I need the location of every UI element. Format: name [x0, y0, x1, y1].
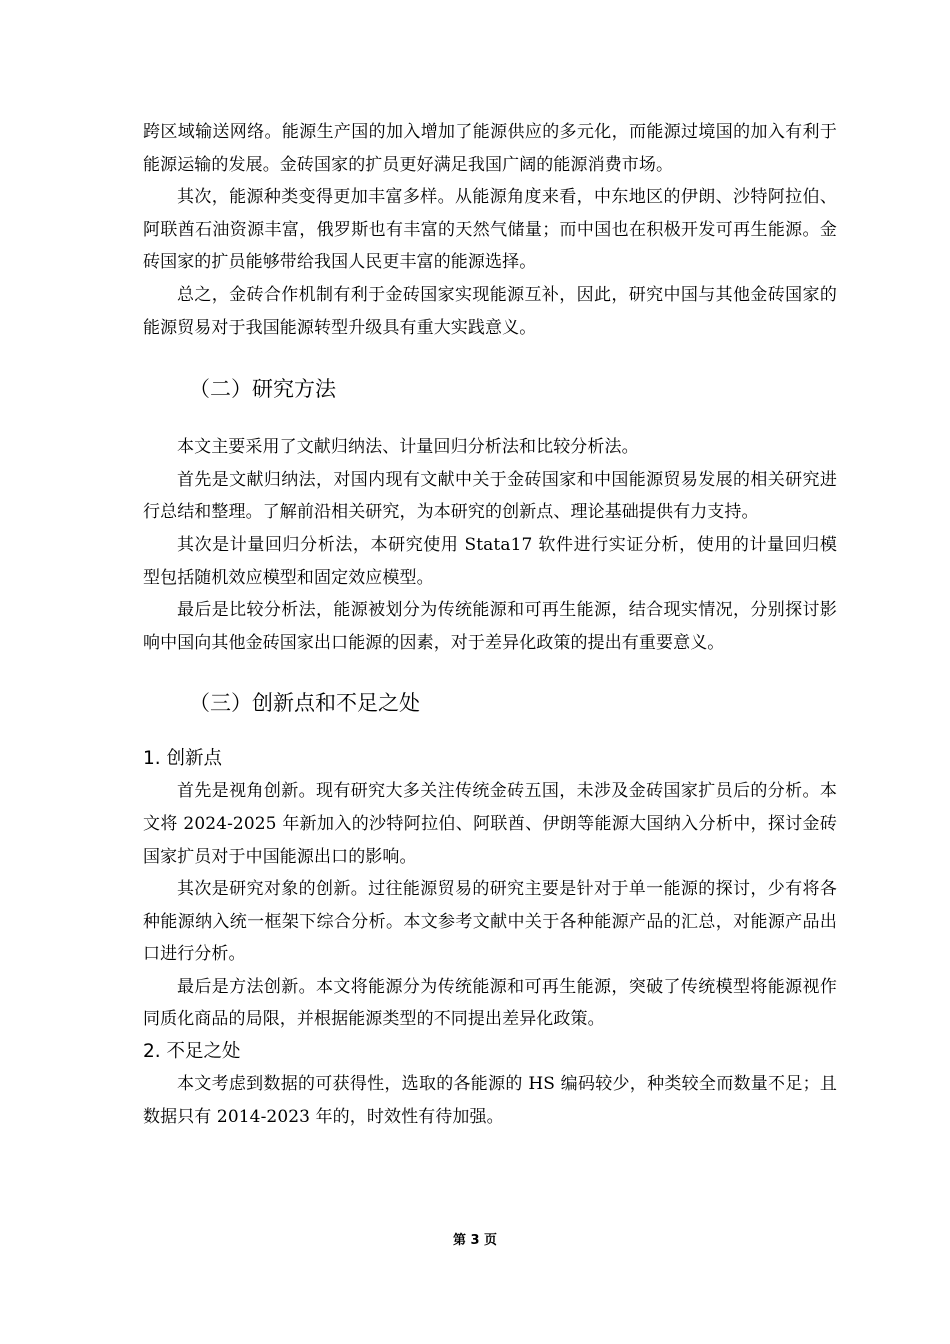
paragraph: 首先是文献归纳法，对国内现有文献中关于金砖国家和中国能源贸易发展的相关研究进行总结和整理。了解前沿相关研究，为本研究的创新点、理论基础提供有力支持。: [143, 469, 837, 523]
spacer: [143, 719, 837, 743]
paragraph: 本文考虑到数据的可获得性，选取的各能源的 HS 编码较少，种类较全而数量不足；且数据只有 2014-2023 年的，时效性有待加强。: [143, 1074, 837, 1127]
paragraph: 总之，金砖合作机制有利于金砖国家实现能源互补，因此，研究中国与其他金砖国家的能源贸易对于我国能源转型升级具有重大实践意义。: [143, 284, 837, 338]
section-heading-innovation: （三）创新点和不足之处: [189, 691, 420, 716]
subsection-heading-innovation-points: 1. 创新点: [143, 748, 223, 770]
spacer: [143, 344, 837, 373]
page-body: [143, 116, 837, 1133]
page-number: 第 3 页: [452, 1233, 498, 1248]
paragraph: 最后是比较分析法，能源被划分为传统能源和可再生能源，结合现实情况，分别探讨影响中国向其他金砖国家出口能源的因素，对于差异化政策的提出有重要意义。: [143, 600, 837, 653]
paragraph: 首先是视角创新。现有研究大多关注传统金砖五国，未涉及金砖国家扩员后的分析。本文将 2024-2025 年新加入的沙特阿拉伯、阿联酋、伊朗等能源大国纳入分析中，探讨金砖国家扩员对于中国能源出口的影响。: [143, 781, 837, 867]
section-heading-methods: （二）研究方法: [189, 377, 336, 402]
paragraph: 其次是计量回归分析法，本研究使用 Stata17 软件进行实证分析，使用的计量回归模型包括随机效应模型和固定效应模型。: [143, 534, 837, 588]
spacer: [143, 405, 837, 431]
paragraph: 其次是研究对象的创新。过往能源贸易的研究主要是针对于单一能源的探讨，少有将各种能源纳入统一框架下综合分析。本文参考文献中关于各种能源产品的汇总，对能源产品出口进行分析。: [143, 879, 837, 965]
paragraph: 最后是方法创新。本文将能源分为传统能源和可再生能源，突破了传统模型将能源视作同质化商品的局限，并根据能源类型的不同提出差异化政策。: [143, 976, 837, 1030]
paragraph: 其次，能源种类变得更加丰富多样。从能源角度来看，中东地区的伊朗、沙特阿拉伯、阿联酋石油资源丰富，俄罗斯也有丰富的天然气储量；而中国也在积极开发可再生能源。金砖国家的扩员能够带给我国人民更丰富的能源选择。: [143, 187, 837, 273]
paragraph-continued: 跨区域输送网络。能源生产国的加入增加了能源供应的多元化，而能源过境国的加入有利于能源运输的发展。金砖国家的扩员更好满足我国广阔的能源消费市场。: [143, 122, 837, 175]
subsection-heading-shortcomings: 2. 不足之处: [143, 1041, 241, 1063]
paragraph: 本文主要采用了文献归纳法、计量回归分析法和比较分析法。: [177, 437, 639, 458]
spacer: [143, 659, 837, 687]
